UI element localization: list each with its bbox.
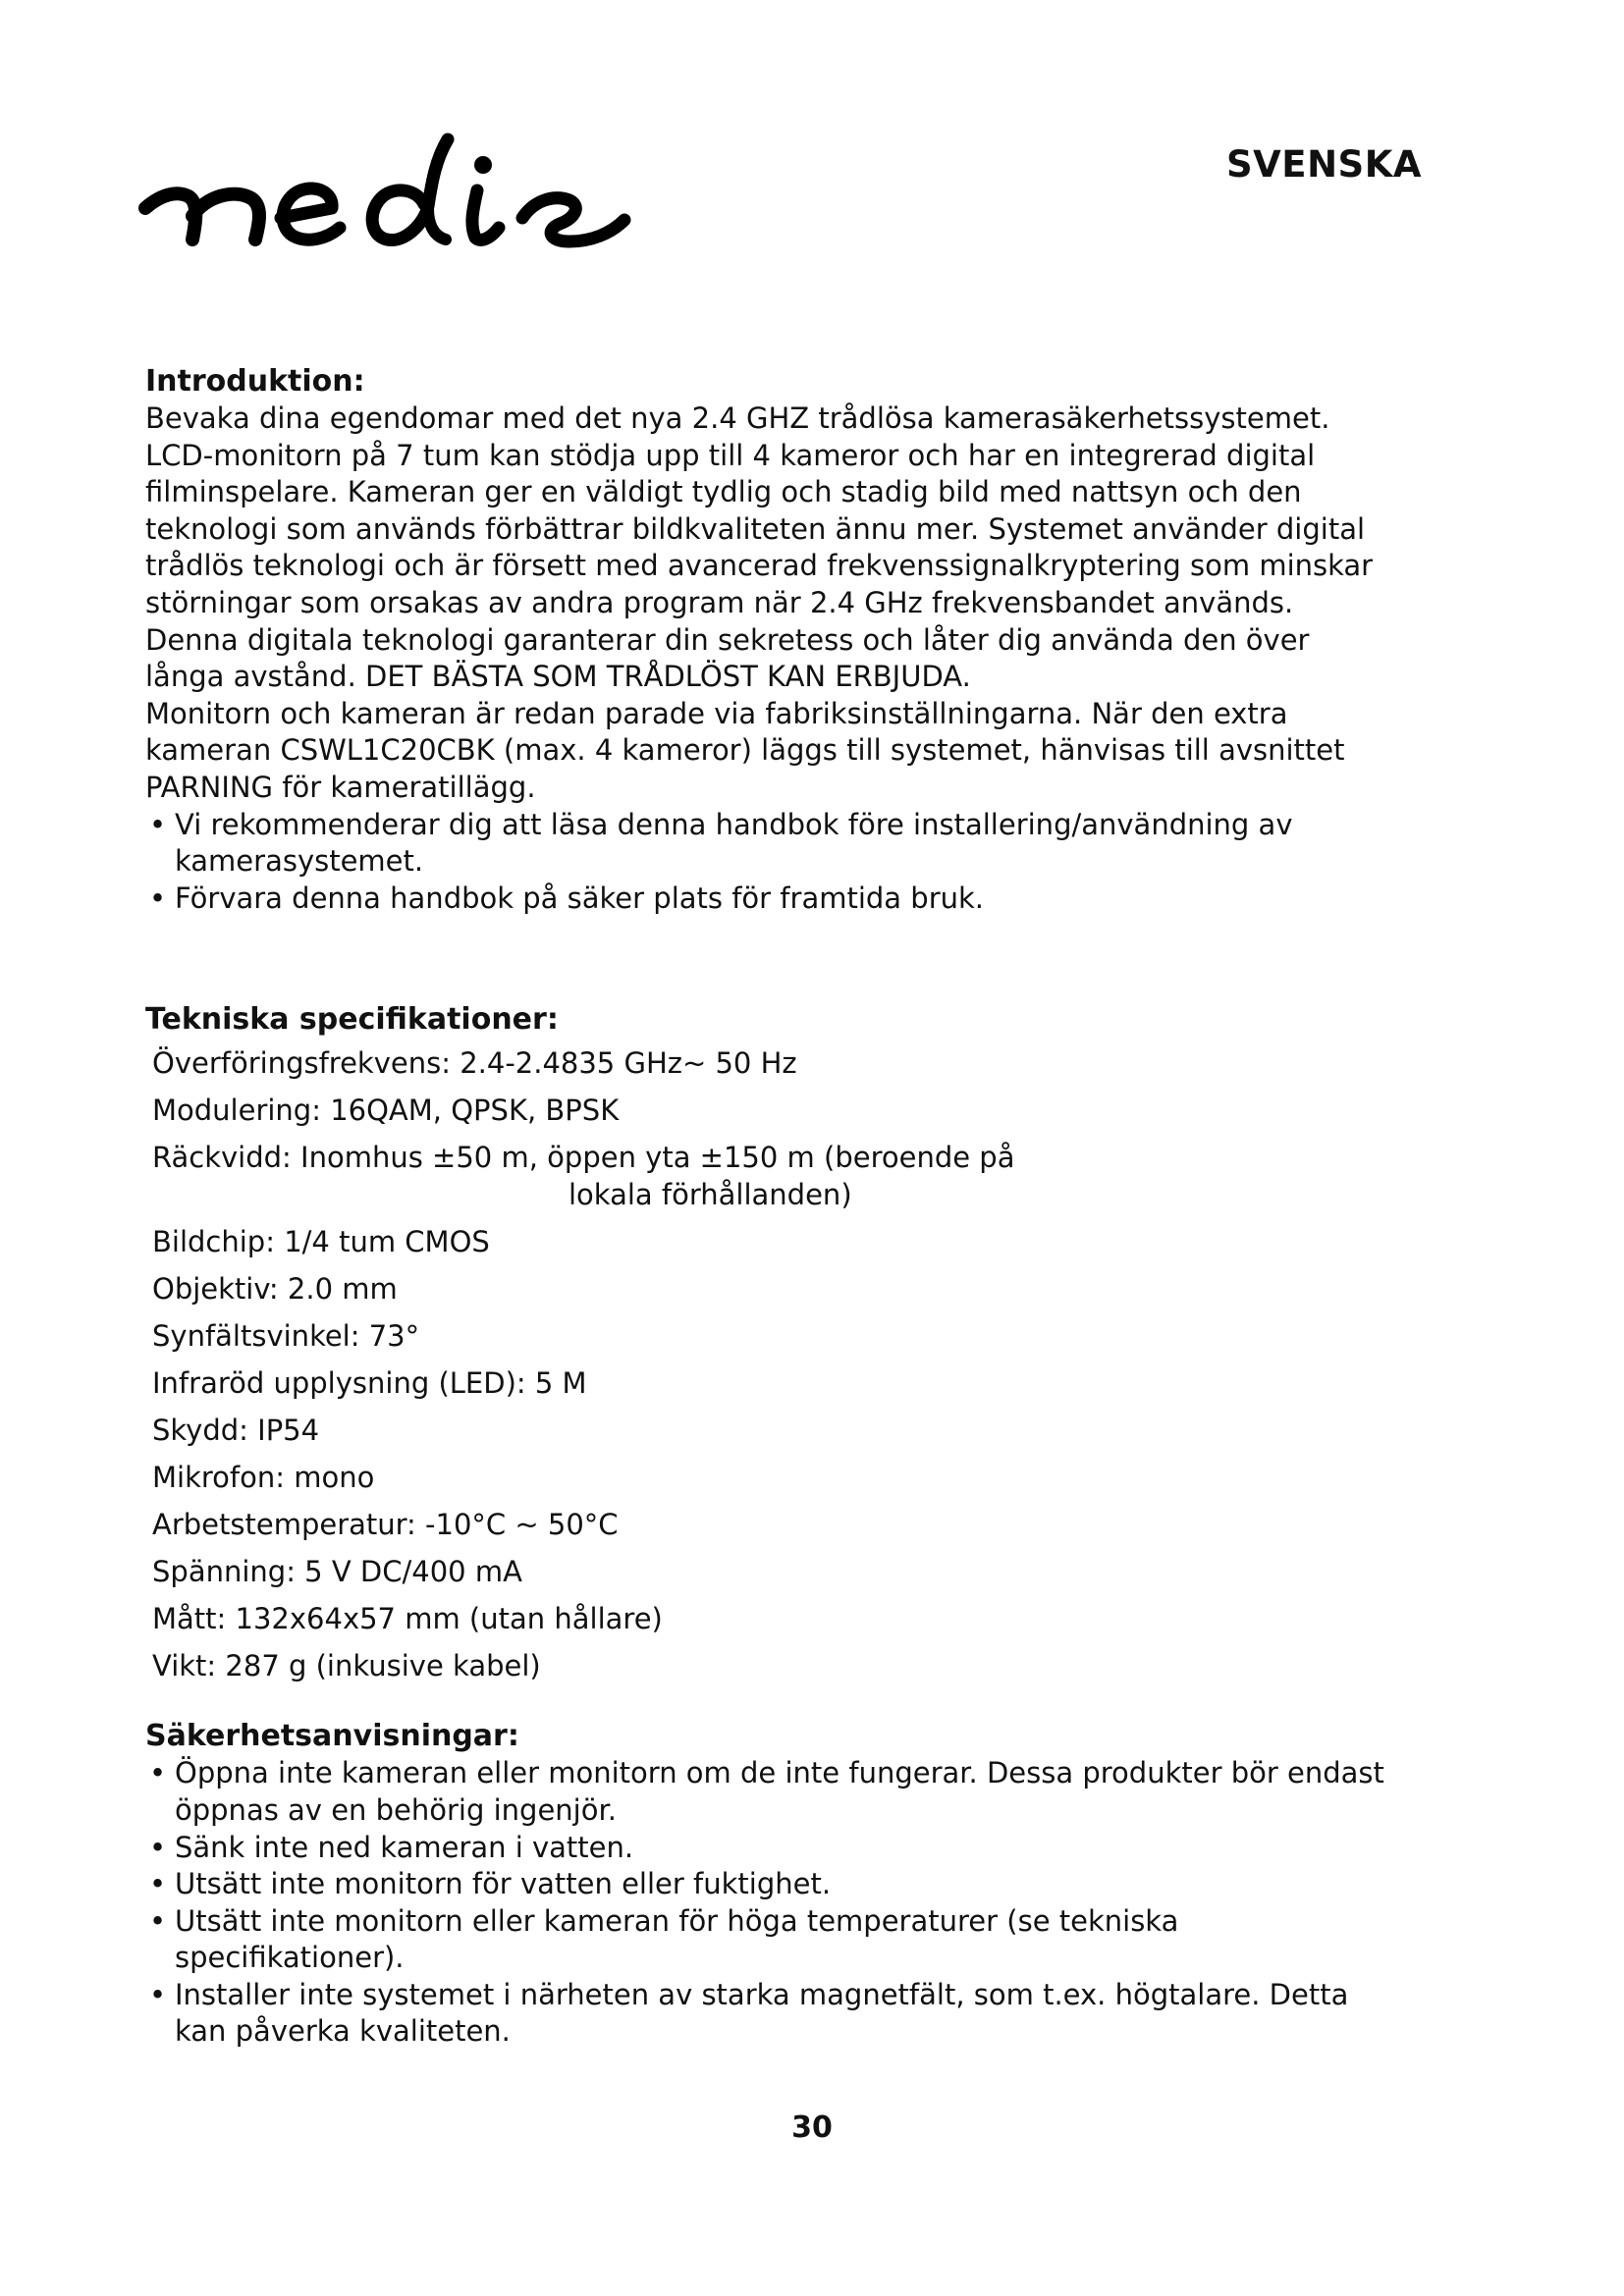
- spec-item: Synfältsvinkel: 73°: [152, 1319, 420, 1354]
- introduction-paragraph-2: Monitorn och kameran är redan parade via fabriksinställningarna. När den extra kameran CSWL1C20CBK (max. 4 kameror) läggs till systemet, hänvisas till avsnittet PARNING för kameratillägg.: [145, 696, 1345, 804]
- safety-bullet: • Installer inte systemet i närheten av starka magnetfält, som t.ex. högtalare. Detta kan påverka kvaliteten.: [145, 1977, 1384, 2051]
- page-content: [145, 363, 1384, 2051]
- spec-item: Mikrofon: mono: [152, 1461, 375, 1495]
- spec-item: Skydd: IP54: [152, 1414, 320, 1448]
- safety-bullet: • Utsätt inte monitorn eller kameran för höga temperaturer (se tekniska specifikationer).: [145, 1903, 1384, 1977]
- specifications-title: Tekniska specifikationer:: [145, 1002, 559, 1038]
- introduction-section: [145, 363, 1384, 917]
- spec-range-line: Räckvidd: Inomhus ±50 m, öppen yta ±150 m (beroende på: [152, 1141, 1015, 1175]
- introduction-bullet: • Vi rekommenderar dig att läsa denna handbok före installering/användning av kamerasystemet.: [145, 807, 1384, 881]
- language-label: SVENSKA: [1226, 143, 1422, 186]
- safety-title: Säkerhetsanvisningar:: [145, 1719, 519, 1754]
- safety-bullet: • Sänk inte ned kameran i vatten.: [145, 1830, 1384, 1867]
- introduction-title: Introduktion:: [145, 364, 365, 399]
- spec-item: Bildchip: 1/4 tum CMOS: [152, 1225, 490, 1259]
- spec-range-continuation: lokala förhållanden): [568, 1178, 852, 1212]
- spec-item: Arbetstemperatur: -10°C ~ 50°C: [152, 1508, 619, 1542]
- safety-bullet: • Utsätt inte monitorn för vatten eller fuktighet.: [145, 1866, 1384, 1903]
- nedis-logo: [137, 126, 638, 263]
- introduction-paragraph-1: Bevaka dina egendomar med det nya 2.4 GHZ trådlösa kamerasäkerhetssystemet. LCD-monitorn på 7 tum kan stödja upp till 4 kameror och har en integrerad digital filminspelare. Kameran ger en väldigt tydlig och stadig bild med nattsyn och den teknologi som används förbättrar bildkvaliteten ännu mer. Systemet använder digital trådlös teknologi och är försett med avancerad frekvenssignalkryptering som minskar störningar som orsakas av andra program när 2.4 GHz frekvensbandet används. Denna digitala teknologi garanterar din sekretess och låter dig använda den över långa avstånd. DET BÄSTA SOM TRÅDLÖST KAN ERBJUDA.: [145, 401, 1374, 694]
- safety-section: [145, 1718, 1384, 2051]
- spec-item: Överföringsfrekvens: 2.4-2.4835 GHz~ 50 Hz: [152, 1046, 797, 1081]
- spec-item: Spänning: 5 V DC/400 mA: [152, 1555, 522, 1589]
- safety-bullet: • Öppna inte kameran eller monitorn om de inte fungerar. Dessa produkter bör endast öppnas av en behörig ingenjör.: [145, 1755, 1384, 1829]
- specifications-list: [145, 1044, 1384, 1684]
- spec-item: Modulering: 16QAM, QPSK, BPSK: [152, 1094, 620, 1128]
- spec-item: Vikt: 287 g (inkusive kabel): [152, 1649, 541, 1683]
- safety-bullet-list: [145, 1755, 1384, 2051]
- spec-item: Infraröd upplysning (LED): 5 M: [152, 1366, 587, 1401]
- introduction-bullet-list: [145, 807, 1384, 918]
- introduction-bullet: • Förvara denna handbok på säker plats för framtida bruk.: [145, 881, 1384, 918]
- spec-item-range: [152, 1139, 1384, 1213]
- spec-item: Objektiv: 2.0 mm: [152, 1272, 398, 1307]
- page-number: 30: [791, 2110, 833, 2145]
- specifications-section: [145, 1001, 1384, 1684]
- spec-item: Mått: 132x64x57 mm (utan hållare): [152, 1602, 663, 1636]
